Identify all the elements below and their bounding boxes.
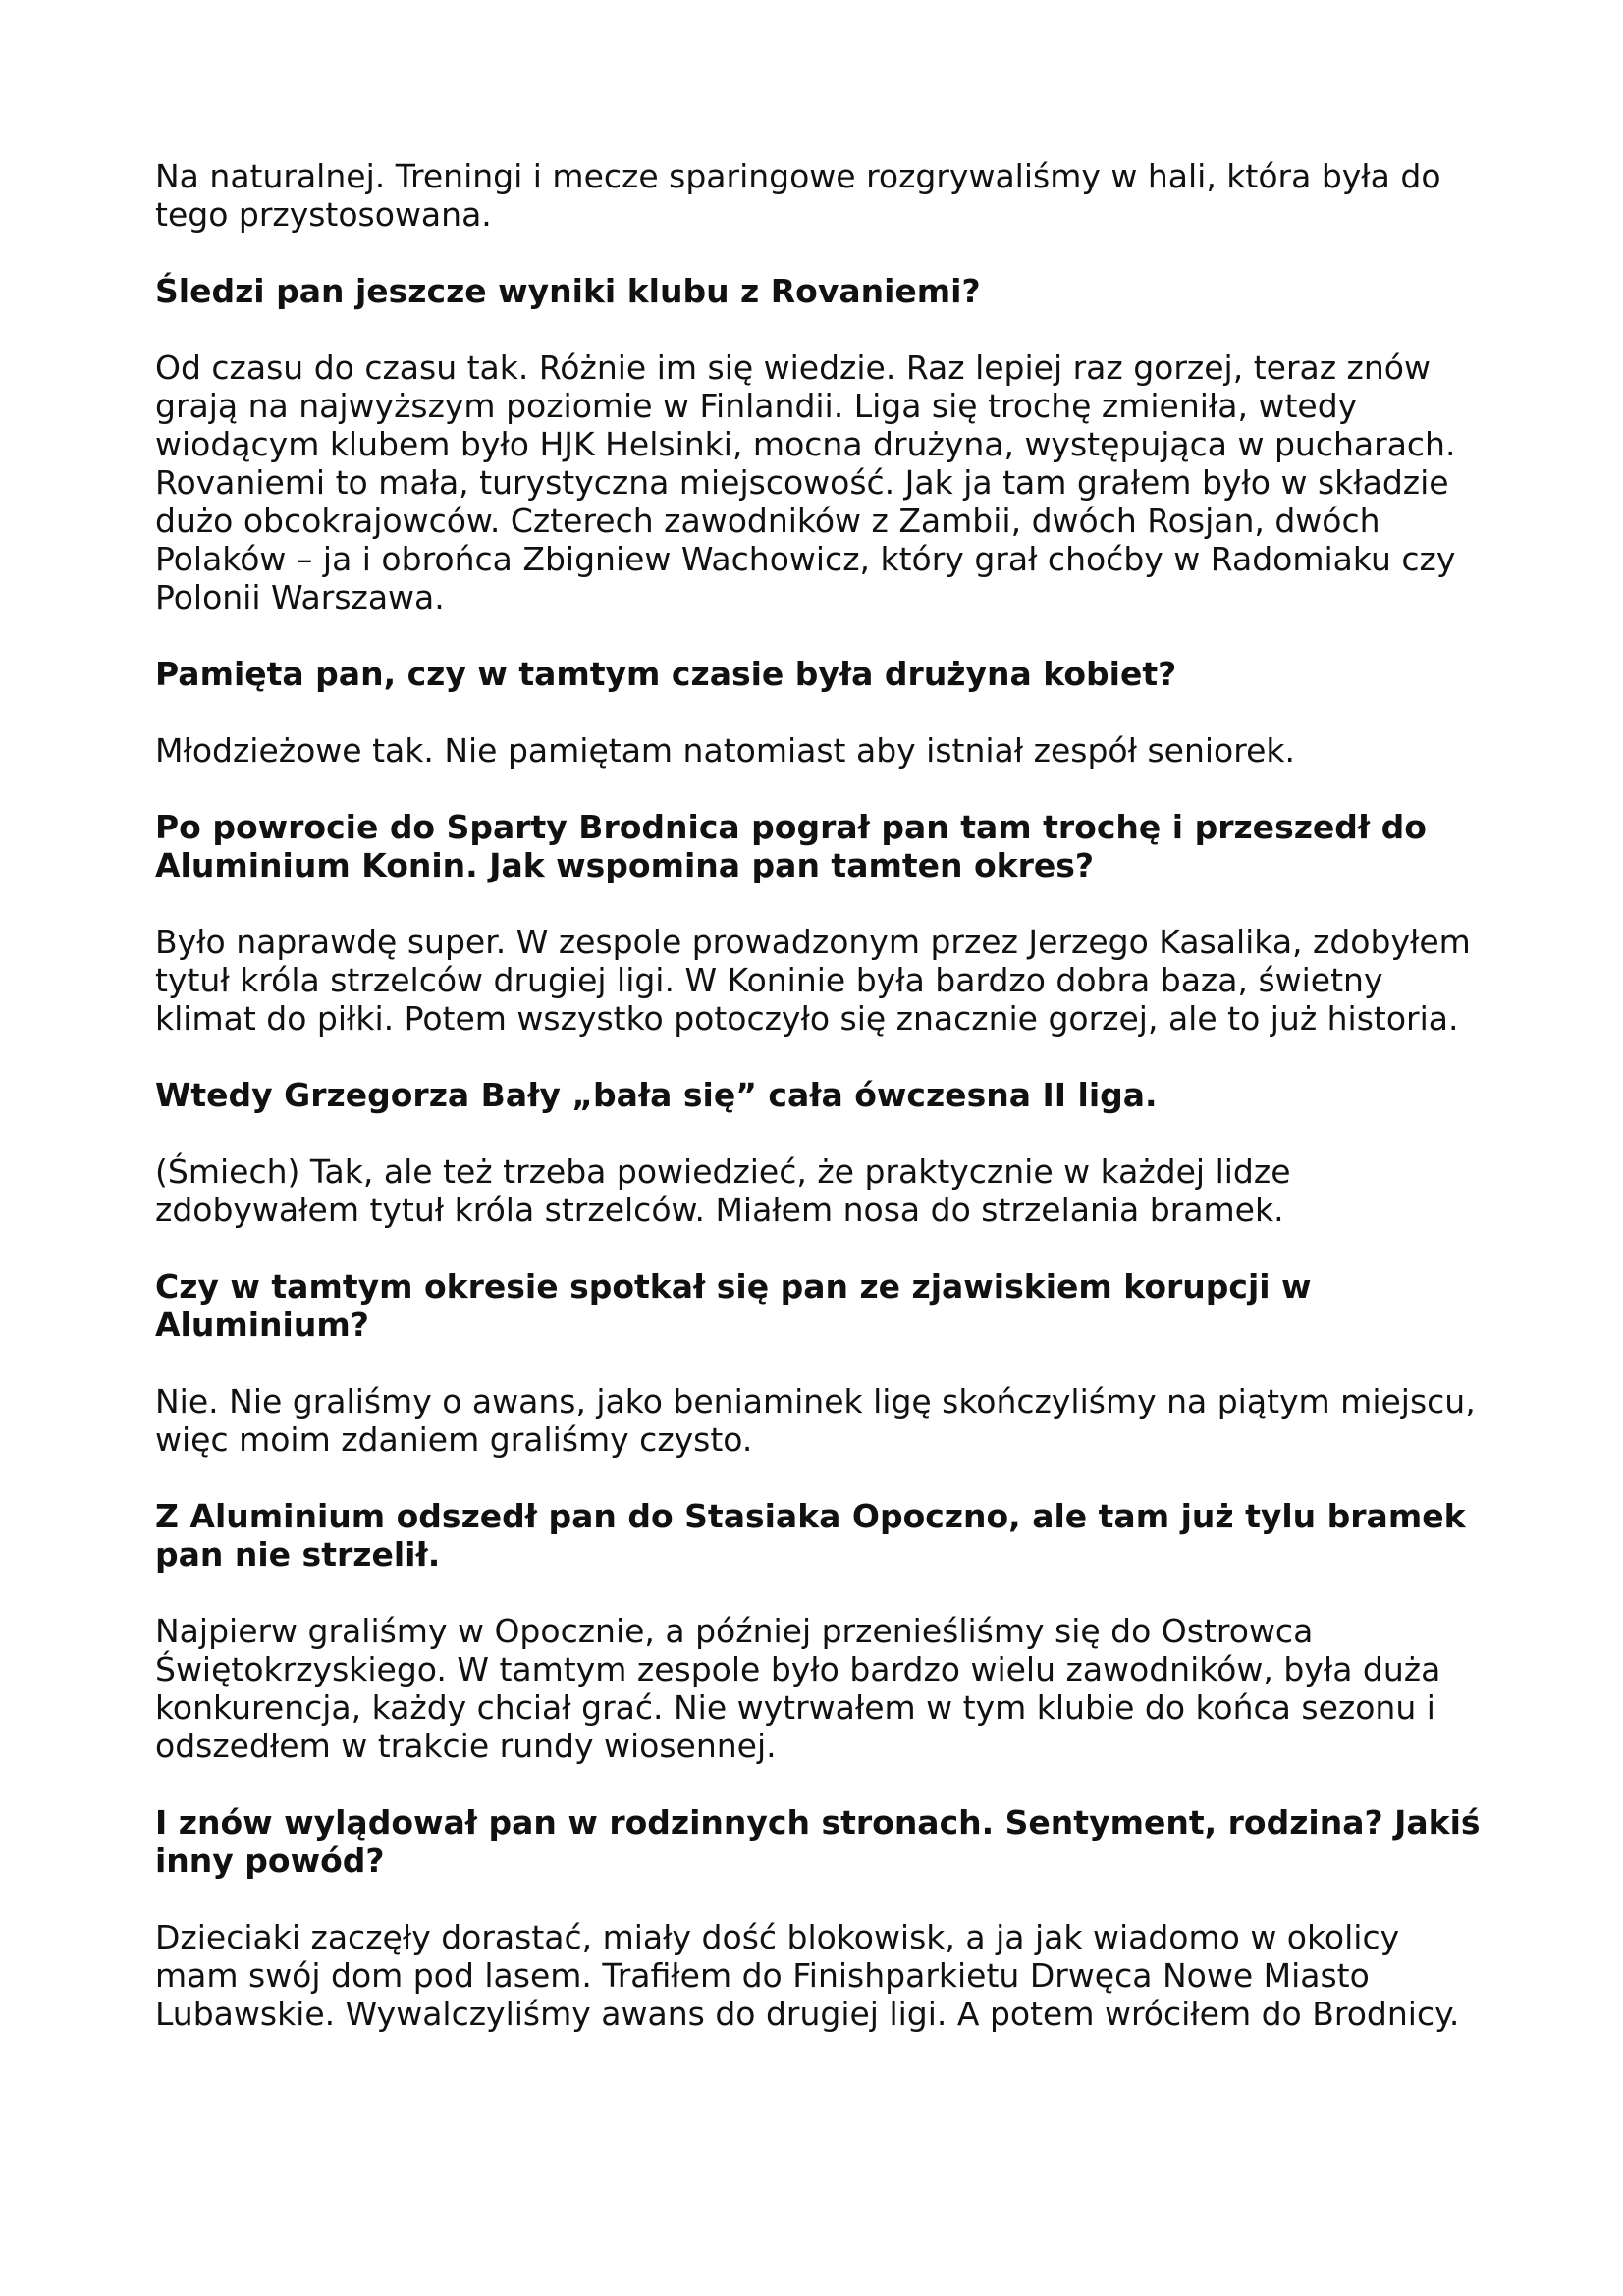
question-paragraph: Śledzi pan jeszcze wyniki klubu z Rovaniemi? [155,272,981,310]
question-paragraph: Wtedy Grzegorza Bały „bała się” cała ówczesna II liga. [155,1076,1158,1114]
answer-paragraph: Dzieciaki zaczęły dorastać, miały dość blokowisk, a ja jak wiadomo w okolicy mam swój dom pod lasem. Trafiłem do Finishparkietu Drwęca Nowe Miasto Lubawskie. Wywalczyliśmy awans do drugiej ligi. A potem wróciłem do Brodnicy. [155,1918,1460,2033]
question-paragraph: Z Aluminium odszedł pan do Stasiaka Opoczno, ale tam już tylu bramek pan nie strzelił. [155,1497,1466,1574]
question-paragraph: Po powrocie do Sparty Brodnica pograł pan tam trochę i przeszedł do Aluminium Konin. Jak wspomina pan tamten okres? [155,808,1427,884]
answer-paragraph: Na naturalnej. Treningi i mecze sparingowe rozgrywaliśmy w hali, która była do tego przystosowana. [155,157,1441,234]
answer-paragraph: Najpierw graliśmy w Opocznie, a później przenieśliśmy się do Ostrowca Świętokrzyskiego. W tamtym zespole było bardzo wielu zawodników, była duża konkurencja, każdy chciał grać. Nie wytrwałem w tym klubie do końca sezonu i odszedłem w trakcie rundy wiosennej. [155,1612,1441,1765]
answer-paragraph: (Śmiech) Tak, ale też trzeba powiedzieć, że praktycznie w każdej lidze zdobywałem tytuł króla strzelców. Miałem nosa do strzelania bramek. [155,1152,1291,1229]
answer-paragraph: Nie. Nie graliśmy o awans, jako beniaminek ligę skończyliśmy na piątym miejscu, więc moim zdaniem graliśmy czysto. [155,1382,1476,1459]
answer-paragraph: Było naprawdę super. W zespole prowadzonym przez Jerzego Kasalika, zdobyłem tytuł króla strzelców drugiej ligi. W Koninie była bardzo dobra baza, świetny klimat do piłki. Potem wszystko potoczyło się znacznie gorzej, ale to już historia. [155,923,1471,1038]
question-paragraph: I znów wylądował pan w rodzinnych stronach. Sentyment, rodzina? Jakiś inny powód? [155,1803,1481,1880]
answer-paragraph: Młodzieżowe tak. Nie pamiętam natomiast aby istniał zespół seniorek. [155,731,1295,770]
question-paragraph: Pamięta pan, czy w tamtym czasie była drużyna kobiet? [155,655,1177,693]
answer-paragraph: Od czasu do czasu tak. Różnie im się wiedzie. Raz lepiej raz gorzej, teraz znów grają na najwyższym poziomie w Finlandii. Liga się trochę zmieniła, wtedy wiodącym klubem było HJK Helsinki, mocna drużyna, występująca w pucharach. Rovaniemi to mała, turystyczna miejscowość. Jak ja tam grałem było w składzie dużo obcokrajowców. Czterech zawodników z Zambii, dwóch Rosjan, dwóch Polaków – ja i obrońca Zbigniew Wachowicz, który grał choćby w Radomiaku czy Polonii Warszawa. [155,348,1456,616]
question-paragraph: Czy w tamtym okresie spotkał się pan ze zjawiskiem korupcji w Aluminium? [155,1267,1312,1344]
document-page [155,157,1490,2071]
